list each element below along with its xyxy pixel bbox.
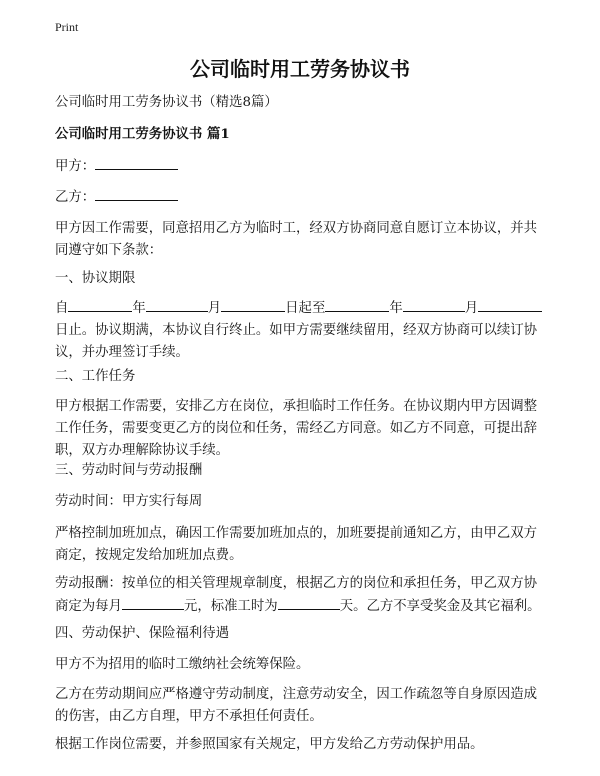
work-days-blank: [278, 595, 340, 610]
pay-paragraph: [55, 573, 550, 618]
pay-text-3: 天。乙方不享受奖金及其它福利。: [339, 599, 541, 614]
term-month2: 月: [464, 301, 479, 316]
pay-text-2: 元，标准工时为: [183, 599, 278, 614]
pay-text-1: 劳动报酬：按单位的相关管理规章制度，根据乙方的岗位和承担任务，甲乙双方协商定为每月: [55, 576, 538, 614]
party-a-label: 甲方：: [55, 159, 96, 174]
term-month1: 月: [207, 301, 222, 316]
heading-protection: 四、劳动保护、保险福利待遇: [55, 626, 230, 641]
overtime-paragraph: 严格控制加班加点，确因工作需要加班加点的，加班要提前通知乙方，由甲乙双方商定，按规定发给加班加点费。: [55, 526, 538, 563]
end-month-blank: [403, 297, 465, 312]
task-paragraph: 甲方根据工作需要，安排乙方在岗位，承担临时工作任务。在协议期内甲方因调整工作任务，需要变更乙方的岗位和任务，需经乙方同意。如乙方不同意，可提出辞职，双方办理解除协议手续。: [55, 399, 538, 458]
protection-paragraph: 根据工作岗位需要，并参照国家有关规定，甲方发给乙方劳动保护用品。: [55, 737, 484, 752]
term-year1: 年: [132, 301, 146, 316]
heading-term: 一、协议期限: [55, 271, 136, 286]
start-month-blank: [146, 297, 208, 312]
work-time-line: 劳动时间：甲方实行每周: [55, 494, 203, 509]
document-title: 公司临时用工劳务协议书: [190, 57, 410, 81]
section-heading: 公司临时用工劳务协议书 篇1: [55, 126, 230, 142]
term-paragraph: [55, 297, 550, 364]
heading-task: 二、工作任务: [55, 369, 136, 384]
term-day-to: 日起至: [285, 301, 326, 316]
heading-time-pay: 三、劳动时间与劳动报酬: [55, 463, 203, 478]
start-year-blank: [68, 297, 132, 312]
intro-paragraph: 甲方因工作需要，同意招用乙方为临时工，经双方协商同意自愿订立本协议，并共同遵守如下条款：: [55, 221, 538, 258]
document-subtitle: 公司临时用工劳务协议书（精选8篇）: [55, 95, 278, 110]
monthly-pay-blank: [122, 595, 184, 610]
party-b-line: [55, 186, 550, 209]
end-day-blank: [478, 297, 542, 312]
start-day-blank: [221, 297, 285, 312]
term-rest: 止。协议期满，本协议自行终止。如甲方需要继续留用，经双方协商可以续订协议，并办理签订手续。: [55, 323, 538, 360]
term-from: 自: [55, 301, 69, 316]
print-link[interactable]: Print: [55, 20, 79, 34]
party-b-label: 乙方：: [55, 190, 96, 205]
term-year2: 年: [389, 301, 403, 316]
party-a-line: [55, 155, 550, 178]
party-b-blank: [95, 186, 178, 201]
insurance-paragraph: 甲方不为招用的临时工缴纳社会统筹保险。: [55, 657, 310, 672]
party-a-blank: [95, 155, 178, 170]
safety-paragraph: 乙方在劳动期间应严格遵守劳动制度，注意劳动安全，因工作疏忽等自身原因造成的伤害，由乙方自理，甲方不承担任何责任。: [55, 687, 538, 724]
end-year-blank: [325, 297, 389, 312]
term-day-end: 日: [55, 323, 69, 338]
